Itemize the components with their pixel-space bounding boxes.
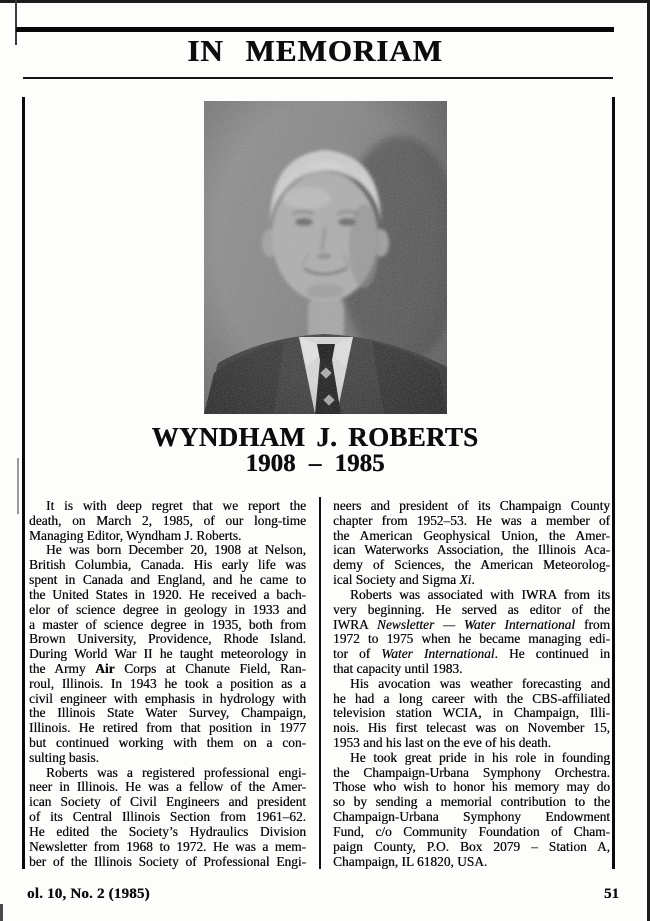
text-line: Newsletter from 1968 to 1972. He was a mem- [29, 838, 306, 854]
text-line: Champaign, IL 61820, USA. [333, 853, 488, 869]
text-line: neer in Illinois. He was a fellow of the Amer- [29, 779, 306, 795]
text-line: the Illinois State Water Survey, Champaign, [29, 705, 306, 721]
header-rule-thick [16, 27, 614, 32]
memorial-name: WYNDHAM J. ROBERTS [151, 422, 479, 452]
text-line: chapter from 1952–53. He was a member of [333, 512, 610, 528]
header-rule-thin [23, 77, 613, 79]
text-line: British Columbia, Canada. His early life was [29, 557, 306, 573]
text-line: tor of Water International. He continued in [333, 646, 610, 662]
text-line: He took great pride in his role in founding [350, 749, 610, 765]
text-line: he had a long career with the CBS-affiliated [333, 690, 610, 706]
text-line: the Champaign-Urbana Symphony Orchestra. [333, 764, 610, 780]
text-line: Brown University, Providence, Rhode Island. [29, 631, 306, 647]
footer-page-number: 51 [604, 886, 619, 902]
body-column-right [333, 499, 610, 869]
text-line: a master of science degree in 1935, both from [29, 616, 306, 632]
text-line: that capacity until 1983. [333, 660, 463, 676]
text-line: Those who wish to honor his memory may do [333, 779, 610, 795]
memorial-years: 1908 – 1985 [245, 450, 385, 477]
text-line: During World War II he taught meteorology in [29, 646, 306, 662]
text-line: Roberts was associated with IWRA from its [350, 586, 610, 602]
text-line: Fund, c/o Community Foundation of Cham- [333, 823, 610, 839]
text-line: neers and president of its Champaign County [333, 498, 610, 513]
portrait-photo [204, 101, 447, 414]
text-line: 1972 to 1975 when he became managing edi- [333, 631, 610, 647]
body-column-left [29, 499, 306, 869]
text-line: ber of the Illinois Society of Professional Engi- [29, 853, 306, 869]
column-divider-rule [319, 497, 321, 869]
text-line: roul, Illinois. In 1943 he took a position as a [29, 675, 306, 691]
text-line: so by sending a memorial contribution to the [333, 794, 610, 810]
page-title: IN MEMORIAM [187, 33, 443, 68]
text-line: television station WCIA, in Champaign, Illi- [333, 705, 610, 721]
scan-artifact-bottom-left [0, 904, 3, 921]
text-line: Managing Editor, Wyndham J. Roberts. [29, 527, 242, 543]
text-line: of its Central Illinois Section from 1961–62. [29, 809, 306, 825]
text-line: very beginning. He served as editor of the [333, 601, 610, 617]
text-line: It is with deep regret that we report the [46, 498, 306, 513]
text-line: paign County, P.O. Box 2079 – Station A, [333, 838, 610, 854]
text-line: the Army Air Corps at Chanute Field, Ran- [29, 660, 306, 676]
text-line: Champaign-Urbana Symphony Endowment [333, 809, 610, 825]
frame-border-right [612, 97, 615, 869]
text-line: the United States in 1920. He received a bach- [29, 586, 306, 602]
text-line: ical Society and Sigma Xi. [333, 572, 475, 588]
text-line: nois. His first telecast was on November 15, [333, 720, 610, 736]
text-line: He was born December 20, 1908 at Nelson, [46, 542, 306, 558]
text-line: Roberts was a registered professional engi- [46, 764, 306, 780]
portrait-photo-graphic [204, 101, 447, 414]
text-line: the American Geophysical Union, the Amer- [333, 527, 610, 543]
text-line: demy of Sciences, the American Meteorolog- [333, 557, 610, 573]
text-line: civil engineer with emphasis in hydrology with [29, 690, 306, 706]
text-line: but continued working with them on a con- [29, 735, 306, 750]
text-line: death, on March 2, 1985, of our long-time [29, 512, 306, 528]
text-line: ican Waterworks Association, the Illinois Aca- [333, 542, 610, 558]
text-line: 1953 and his last on the eve of his death. [333, 735, 551, 750]
footer-volume-issue: ol. 10, No. 2 (1985) [27, 886, 150, 902]
text-line: He edited the Society’s Hydraulics Division [29, 823, 306, 839]
text-line: spent in Canada and England, and he came to [29, 572, 306, 588]
text-line: IWRA Newsletter — Water International from [333, 616, 610, 632]
frame-border-left [22, 97, 25, 869]
text-line: Illinois. He retired from that position in 1977 [29, 720, 306, 736]
text-line: ican Society of Civil Engineers and president [29, 794, 306, 810]
text-line: elor of science degree in geology in 1933 and [29, 601, 306, 617]
text-line: His avocation was weather forecasting and [350, 675, 610, 691]
scan-edge-top [0, 0, 650, 3]
text-line: sulting basis. [29, 749, 99, 765]
